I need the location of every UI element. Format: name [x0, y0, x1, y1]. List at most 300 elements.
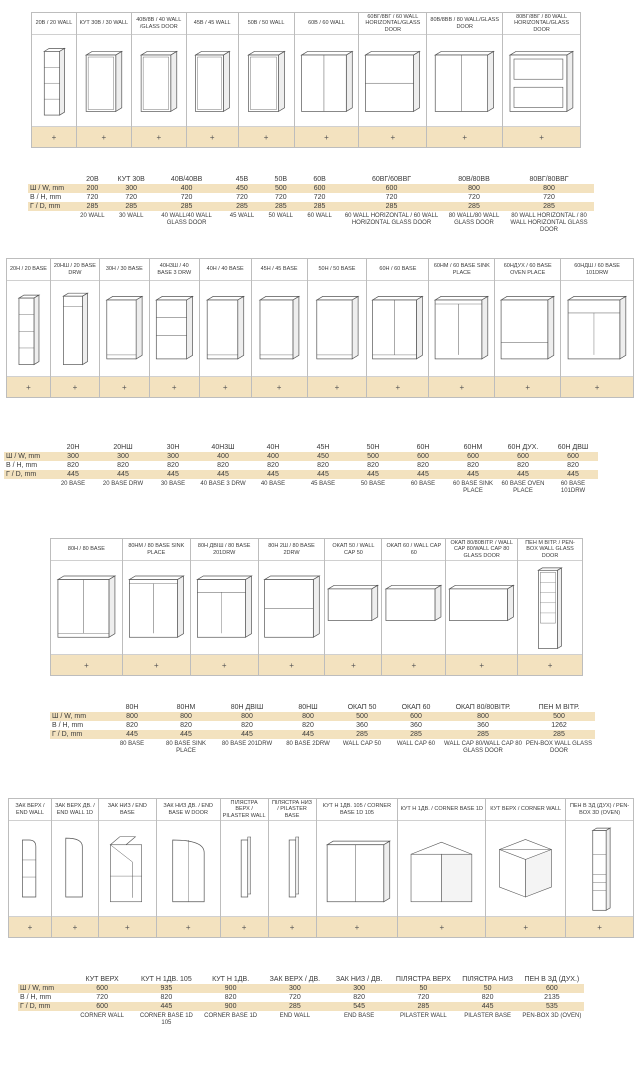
cabinet-line-art — [429, 281, 494, 376]
cell-value: 800 — [444, 184, 504, 193]
card-title: 45В / 45 WALL — [187, 13, 238, 35]
catalog-card — [495, 259, 561, 398]
card-title: 60Н / 60 BASE — [367, 259, 428, 281]
cabinet-line-art — [427, 35, 502, 126]
col-footer: 80 BASE 201DRW — [221, 741, 273, 747]
cabinet-line-art — [187, 35, 238, 126]
row-label: В / Н, mm — [52, 722, 84, 729]
card-title: 20НШ / 20 BASE DRW — [51, 259, 99, 281]
cell-value: 900 — [199, 984, 263, 993]
cell-value: 820 — [160, 994, 173, 1001]
catalog-card — [157, 799, 221, 938]
cabinet-drawing — [566, 821, 633, 917]
card-title: КУТ Н 1ДВ. / CORNER BASE 1D — [398, 799, 485, 821]
catalog-card — [9, 799, 52, 938]
cabinet-line-art — [9, 821, 51, 916]
cabinet-drawing — [269, 821, 316, 917]
col-footer: 80 WALL HORIZONTAL / 80 WALL HORIZONTAL GLASS DOOR — [510, 213, 588, 233]
cabinet-drawing — [123, 561, 190, 655]
cabinet-drawing — [51, 281, 99, 377]
cell-value: 445 — [105, 730, 159, 739]
col-header: 30Н — [166, 444, 180, 451]
cell-value: 445 — [148, 470, 198, 479]
add-button[interactable]: + — [99, 917, 156, 937]
cell-value: 285 — [391, 1002, 455, 1011]
catalog-card — [221, 799, 269, 938]
add-button[interactable]: + — [295, 127, 359, 147]
col-footer: 60 WALL — [307, 213, 332, 219]
add-button[interactable]: + — [239, 127, 294, 147]
cell-value: 285 — [444, 202, 504, 211]
cell-value: 600 — [389, 712, 443, 721]
cabinet-line-art — [99, 821, 156, 916]
catalog-card — [7, 259, 51, 398]
card-title: ЗАК НИЗ / END BASE — [99, 799, 156, 821]
cabinet-line-art — [200, 281, 251, 376]
cabinet-line-art — [561, 281, 633, 376]
add-button[interactable]: + — [308, 377, 367, 397]
cell-value: 820 — [517, 462, 529, 469]
add-button[interactable]: + — [259, 655, 325, 675]
cell-value: 820 — [117, 462, 129, 469]
col-footer: 60 BASE 101DRW — [560, 481, 586, 494]
cabinet-line-art — [77, 35, 131, 126]
cell-value: 2135 — [544, 994, 560, 1001]
cabinet-drawing — [367, 281, 428, 377]
card-title: ЗАК ВЕРХ / END WALL — [9, 799, 51, 821]
cabinet-line-art — [295, 35, 359, 126]
cabinet-line-art — [132, 35, 186, 126]
wide-cabinets-grid — [50, 538, 583, 676]
cabinet-drawing — [51, 561, 122, 655]
cell-value: 720 — [313, 194, 326, 201]
cabinet-line-art — [446, 561, 517, 654]
col-header: ЗАК НИЗ / ДВ. — [335, 976, 383, 983]
col-footer: 60 WALL HORIZONTAL / 60 WALL HORIZONTAL GLASS DOOR — [344, 213, 439, 226]
cell-value: 300 — [148, 452, 198, 461]
col-footer: 80 BASE — [119, 741, 145, 747]
cabinet-line-art — [367, 281, 428, 376]
cabinet-drawing — [157, 821, 220, 917]
cell-value: 820 — [481, 994, 494, 1001]
cell-value: 285 — [335, 730, 389, 739]
col-header: 20НШ — [113, 444, 133, 451]
cell-value: 445 — [198, 470, 248, 479]
col-footer: END WALL — [279, 1013, 311, 1019]
col-footer: 50 WALL — [268, 213, 294, 219]
cell-value: 900 — [199, 1002, 263, 1011]
add-button[interactable]: + — [157, 917, 220, 937]
cell-value: 820 — [417, 462, 429, 469]
add-button[interactable]: + — [187, 127, 238, 147]
cell-value: 600 — [398, 452, 448, 461]
add-button[interactable]: + — [503, 127, 580, 147]
row-label: Г / D, mm — [18, 1002, 70, 1011]
col-footer: CORNER BASE 1D 105 — [139, 1013, 193, 1026]
cell-value: 300 — [98, 452, 148, 461]
cell-value: 720 — [236, 194, 248, 201]
add-button[interactable]: + — [398, 917, 485, 937]
cell-value: 285 — [523, 730, 595, 739]
cell-value: 545 — [327, 1002, 391, 1011]
add-button[interactable]: + — [77, 127, 131, 147]
col-footer: 40 WALL/40 WALL GLASS DOOR — [161, 213, 212, 226]
col-footer: 80 BASE 2DRW — [286, 741, 330, 747]
cabinet-drawing — [429, 281, 494, 377]
cell-value: 720 — [274, 194, 287, 201]
card-title: 80Н / 80 BASE — [51, 539, 122, 561]
card-title: 80В/8ВВ / 80 WALL/GLASS DOOR — [427, 13, 502, 35]
catalog-card — [367, 259, 429, 398]
cabinet-line-art — [382, 561, 445, 654]
card-title: 60НМ / 60 BASE SINK PLACE — [429, 259, 494, 281]
catalog-card — [77, 13, 132, 148]
catalog-card — [51, 539, 123, 676]
col-footer: 80 BASE SINK PLACE — [165, 741, 207, 754]
cell-value: 820 — [467, 462, 479, 469]
card-title: 45Н / 45 BASE — [252, 259, 307, 281]
add-button[interactable]: + — [561, 377, 633, 397]
add-button[interactable]: + — [325, 655, 381, 675]
cabinet-line-art — [123, 561, 190, 654]
cabinet-drawing — [295, 35, 359, 127]
col-header: 80НШ — [298, 704, 318, 711]
add-button[interactable]: + — [9, 917, 51, 937]
cabinet-drawing — [486, 821, 565, 917]
col-header: 80ВГ/80ВВГ — [529, 176, 569, 183]
add-button[interactable]: + — [221, 917, 268, 937]
cabinet-line-art — [52, 821, 98, 916]
cell-value: 535 — [520, 1002, 584, 1011]
add-button[interactable]: + — [486, 917, 565, 937]
add-button[interactable]: + — [51, 655, 122, 675]
cabinet-line-art — [259, 561, 325, 654]
row-label: В / Н, mm — [20, 994, 52, 1001]
cabinet-drawing — [317, 821, 398, 917]
card-title: 50Н / 50 BASE — [308, 259, 367, 281]
cell-value: 400 — [198, 452, 248, 461]
card-title: 60НДШ / 60 BASE 101DRW — [561, 259, 633, 281]
catalog-card — [239, 13, 295, 148]
catalog-card — [187, 13, 239, 148]
cabinet-drawing — [132, 35, 186, 127]
cabinet-drawing — [359, 35, 426, 127]
cell-value: 445 — [448, 470, 498, 479]
add-button[interactable]: + — [150, 377, 199, 397]
catalog-card — [503, 13, 581, 148]
add-button[interactable]: + — [518, 655, 582, 675]
catalog-card — [100, 259, 150, 398]
col-footer: 20 WALL — [80, 213, 105, 219]
card-title: ПЕН В ЗД (ДУХ) / PEN-BOX 3D (OVEN) — [566, 799, 633, 821]
col-footer: CORNER WALL — [80, 1013, 125, 1019]
card-title: 40В/8В / 40 WALL /GLASS DOOR — [132, 13, 186, 35]
base-cabinets-grid — [6, 258, 634, 398]
card-title: 80ВГ/8ВГ / 80 WALL HORIZONTAL/GLASS DOOR — [503, 13, 580, 35]
cell-value: 600 — [520, 984, 584, 993]
add-button[interactable]: + — [52, 917, 98, 937]
cell-value: 720 — [468, 194, 480, 201]
cabinet-drawing — [7, 281, 50, 377]
catalog-card — [566, 799, 634, 938]
catalog-card — [308, 259, 368, 398]
col-footer: PILASTER BASE — [464, 1013, 511, 1019]
col-header: КУТ Н 1ДВ. — [212, 976, 250, 983]
cell-value: 820 — [367, 462, 379, 469]
cell-value: 800 — [281, 712, 335, 721]
row-label: Г / D, mm — [50, 730, 105, 739]
cell-value: 285 — [261, 202, 300, 211]
add-button[interactable]: + — [100, 377, 149, 397]
cell-value: 300 — [112, 184, 151, 193]
cell-value: 285 — [263, 1002, 327, 1011]
card-title: 50В / 50 WALL — [239, 13, 294, 35]
cell-value: 400 — [151, 184, 223, 193]
col-header: ОКАП 60 — [401, 704, 431, 711]
cell-value: 820 — [567, 462, 579, 469]
cell-value: 720 — [417, 994, 430, 1001]
cell-value: 285 — [223, 202, 262, 211]
col-footer: 40 BASE — [260, 481, 286, 487]
cell-value: 285 — [151, 202, 223, 211]
catalog-card — [446, 539, 518, 676]
card-title: КУТ 30В / 30 WALL — [77, 13, 131, 35]
catalog-card — [382, 539, 446, 676]
catalog-card — [295, 13, 360, 148]
cabinet-drawing — [308, 281, 367, 377]
card-title: 60ВГ/8ВГ / 60 WALL HORIZONTAL/GLASS DOOR — [359, 13, 426, 35]
cell-value: 500 — [348, 452, 398, 461]
col-header: 80Н ДВІШ — [230, 704, 264, 711]
card-title: 20Н / 20 BASE — [7, 259, 50, 281]
cabinet-line-art — [486, 821, 565, 916]
cell-value: 445 — [548, 470, 598, 479]
cell-value: 500 — [335, 712, 389, 721]
cell-value: 450 — [298, 452, 348, 461]
cell-value: 800 — [105, 712, 159, 721]
cabinet-drawing — [427, 35, 502, 127]
catalog-card — [259, 539, 326, 676]
add-button[interactable]: + — [7, 377, 50, 397]
cell-value: 500 — [261, 184, 300, 193]
col-header: ПЕН М ВІТР. — [538, 704, 580, 711]
cell-value: 445 — [281, 730, 335, 739]
add-button[interactable]: + — [382, 655, 445, 675]
catalog-card — [317, 799, 399, 938]
col-footer: END BASE — [343, 1013, 375, 1019]
cabinet-drawing — [561, 281, 633, 377]
col-footer: WALL CAP 60 — [396, 741, 436, 747]
card-title: 20В / 20 WALL — [32, 13, 76, 35]
cell-value: 300 — [327, 984, 391, 993]
card-title: ПЕН М ВІТР. / PEN-BOX WALL GLASS DOOR — [518, 539, 582, 561]
cell-value: 800 — [159, 712, 213, 721]
cell-value: 360 — [356, 722, 368, 729]
add-button[interactable]: + — [367, 377, 428, 397]
add-button[interactable]: + — [317, 917, 398, 937]
col-footer: 20 BASE DRW — [102, 481, 144, 487]
cell-value: 820 — [224, 994, 237, 1001]
catalog-card — [32, 13, 77, 148]
cell-value: 400 — [248, 452, 298, 461]
col-footer: PILASTER WALL — [399, 1013, 447, 1019]
cabinet-line-art — [7, 281, 50, 376]
cell-value: 300 — [263, 984, 327, 993]
cell-value: 720 — [86, 194, 99, 201]
col-header: 60Н — [416, 444, 430, 451]
add-button[interactable]: + — [252, 377, 307, 397]
card-title: ПІЛЯСТРА НИЗ / PILASTER BASE — [269, 799, 316, 821]
cell-value: 500 — [523, 712, 595, 721]
card-title: ПІЛЯСТРА ВЕРХ / PILASTER WALL — [221, 799, 268, 821]
cabinet-drawing — [187, 35, 238, 127]
col-header: 40В/40ВВ — [170, 176, 203, 183]
row-label: Ш / W, mm — [18, 984, 70, 993]
cell-value: 720 — [125, 194, 138, 201]
catalog-card — [51, 259, 100, 398]
col-header: КУТ 30В — [117, 176, 145, 183]
add-button[interactable]: + — [269, 917, 316, 937]
cell-value: 600 — [70, 1002, 134, 1011]
cell-value: 1262 — [551, 722, 567, 729]
col-header: 80НМ — [176, 704, 196, 711]
catalog-card — [429, 259, 495, 398]
col-header: ЗАК ВЕРХ / ДВ. — [269, 976, 321, 983]
card-title: ЗАК ВЕРХ ДВ. / END WALL 1D — [52, 799, 98, 821]
cabinet-line-art — [221, 821, 268, 916]
catalog-card — [52, 799, 99, 938]
cabinet-drawing — [239, 35, 294, 127]
catalog-card — [325, 539, 382, 676]
cell-value: 445 — [213, 730, 281, 739]
cell-value: 820 — [167, 462, 179, 469]
add-button[interactable]: + — [51, 377, 99, 397]
end-corner-grid — [8, 798, 634, 938]
cell-value: 445 — [159, 730, 213, 739]
col-header: 60Н ДУХ. — [507, 444, 539, 451]
card-title: 80Н 2Ш / 80 BASE 2DRW — [259, 539, 325, 561]
col-header: 80В/80ВВ — [458, 176, 490, 183]
col-footer: 40 BASE 3 DRW — [200, 481, 246, 487]
cell-value: 820 — [217, 462, 229, 469]
cell-value: 445 — [456, 1002, 520, 1011]
cabinet-drawing — [503, 35, 580, 127]
col-footer: 60 BASE SINK PLACE — [452, 481, 494, 494]
cell-value: 445 — [248, 470, 298, 479]
card-title: ОКАП 80/80ВІТР. / WALL CAP 80/WALL CAP 80 GLASS DOOR — [446, 539, 517, 561]
cabinet-drawing — [100, 281, 149, 377]
col-header: 60В — [313, 176, 326, 183]
cabinet-line-art — [325, 561, 381, 654]
col-footer: CORNER BASE 1D — [204, 1013, 258, 1019]
cell-value: 600 — [498, 452, 548, 461]
wide-cabinets-spec-table — [50, 700, 595, 755]
add-button[interactable]: + — [446, 655, 517, 675]
cabinet-line-art — [252, 281, 307, 376]
cabinet-drawing — [9, 821, 51, 917]
cabinet-line-art — [191, 561, 258, 654]
cabinet-line-art — [51, 281, 99, 376]
add-button[interactable]: + — [32, 127, 76, 147]
cell-value: 285 — [73, 202, 112, 211]
cell-value: 285 — [112, 202, 151, 211]
col-footer: 60 BASE — [410, 481, 436, 487]
cabinet-drawing — [150, 281, 199, 377]
cell-value: 820 — [317, 462, 329, 469]
cell-value: 820 — [126, 722, 138, 729]
cell-value: 600 — [70, 984, 134, 993]
col-footer: 50 BASE — [360, 481, 386, 487]
add-button[interactable]: + — [191, 655, 258, 675]
cabinet-drawing — [259, 561, 325, 655]
card-title: 60В / 60 WALL — [295, 13, 359, 35]
cabinet-line-art — [503, 35, 580, 126]
col-footer: 20 BASE — [60, 481, 86, 487]
add-button[interactable]: + — [495, 377, 560, 397]
cell-value: 720 — [180, 194, 193, 201]
add-button[interactable]: + — [123, 655, 190, 675]
cabinet-line-art — [32, 35, 76, 126]
col-header: 50Н — [366, 444, 380, 451]
cabinet-drawing — [221, 821, 268, 917]
col-header: 45Н — [316, 444, 330, 451]
cell-value: 445 — [134, 1002, 198, 1011]
col-header: 60ВГ/60ВВГ — [371, 176, 412, 183]
cell-value: 935 — [134, 984, 198, 993]
add-button[interactable]: + — [132, 127, 186, 147]
cell-value: 600 — [448, 452, 498, 461]
cabinet-drawing — [446, 561, 517, 655]
cell-value: 445 — [48, 470, 98, 479]
col-header: ПІЛЯСТРА НИЗ — [462, 976, 514, 983]
cabinet-drawing — [382, 561, 445, 655]
cell-value: 800 — [504, 184, 594, 193]
cell-value: 445 — [98, 470, 148, 479]
cell-value: 200 — [73, 184, 112, 193]
col-footer: 30 BASE — [160, 481, 186, 487]
cabinet-line-art — [495, 281, 560, 376]
row-label: Ш / W, mm — [50, 712, 105, 721]
col-header: 50В — [274, 176, 288, 183]
col-header: ПЕН В ЗД (ДУХ.) — [524, 976, 580, 983]
catalog-card — [252, 259, 308, 398]
cabinet-drawing — [495, 281, 560, 377]
col-header: КУТ ВЕРХ — [85, 976, 119, 983]
cell-value: 820 — [180, 722, 192, 729]
cabinet-drawing — [325, 561, 381, 655]
card-title: 40Н / 40 BASE — [200, 259, 251, 281]
add-button[interactable]: + — [427, 127, 502, 147]
col-header: 80Н — [125, 704, 139, 711]
cell-value: 720 — [543, 194, 555, 201]
add-button[interactable]: + — [566, 917, 633, 937]
cabinet-line-art — [51, 561, 122, 654]
cabinet-line-art — [157, 821, 220, 916]
col-header: 60НМ — [463, 444, 483, 451]
card-title: 80НМ / 80 BASE SINK PLACE — [123, 539, 190, 561]
catalog-card — [518, 539, 583, 676]
col-header: 45В — [235, 176, 249, 183]
cell-value: 285 — [504, 202, 594, 211]
cabinet-line-art — [269, 821, 316, 916]
cell-value: 285 — [389, 730, 443, 739]
cabinet-line-art — [359, 35, 426, 126]
add-button[interactable]: + — [200, 377, 251, 397]
add-button[interactable]: + — [429, 377, 494, 397]
card-title: КУТ ВЕРХ / CORNER WALL — [486, 799, 565, 821]
cell-value: 820 — [302, 722, 314, 729]
add-button[interactable]: + — [359, 127, 426, 147]
